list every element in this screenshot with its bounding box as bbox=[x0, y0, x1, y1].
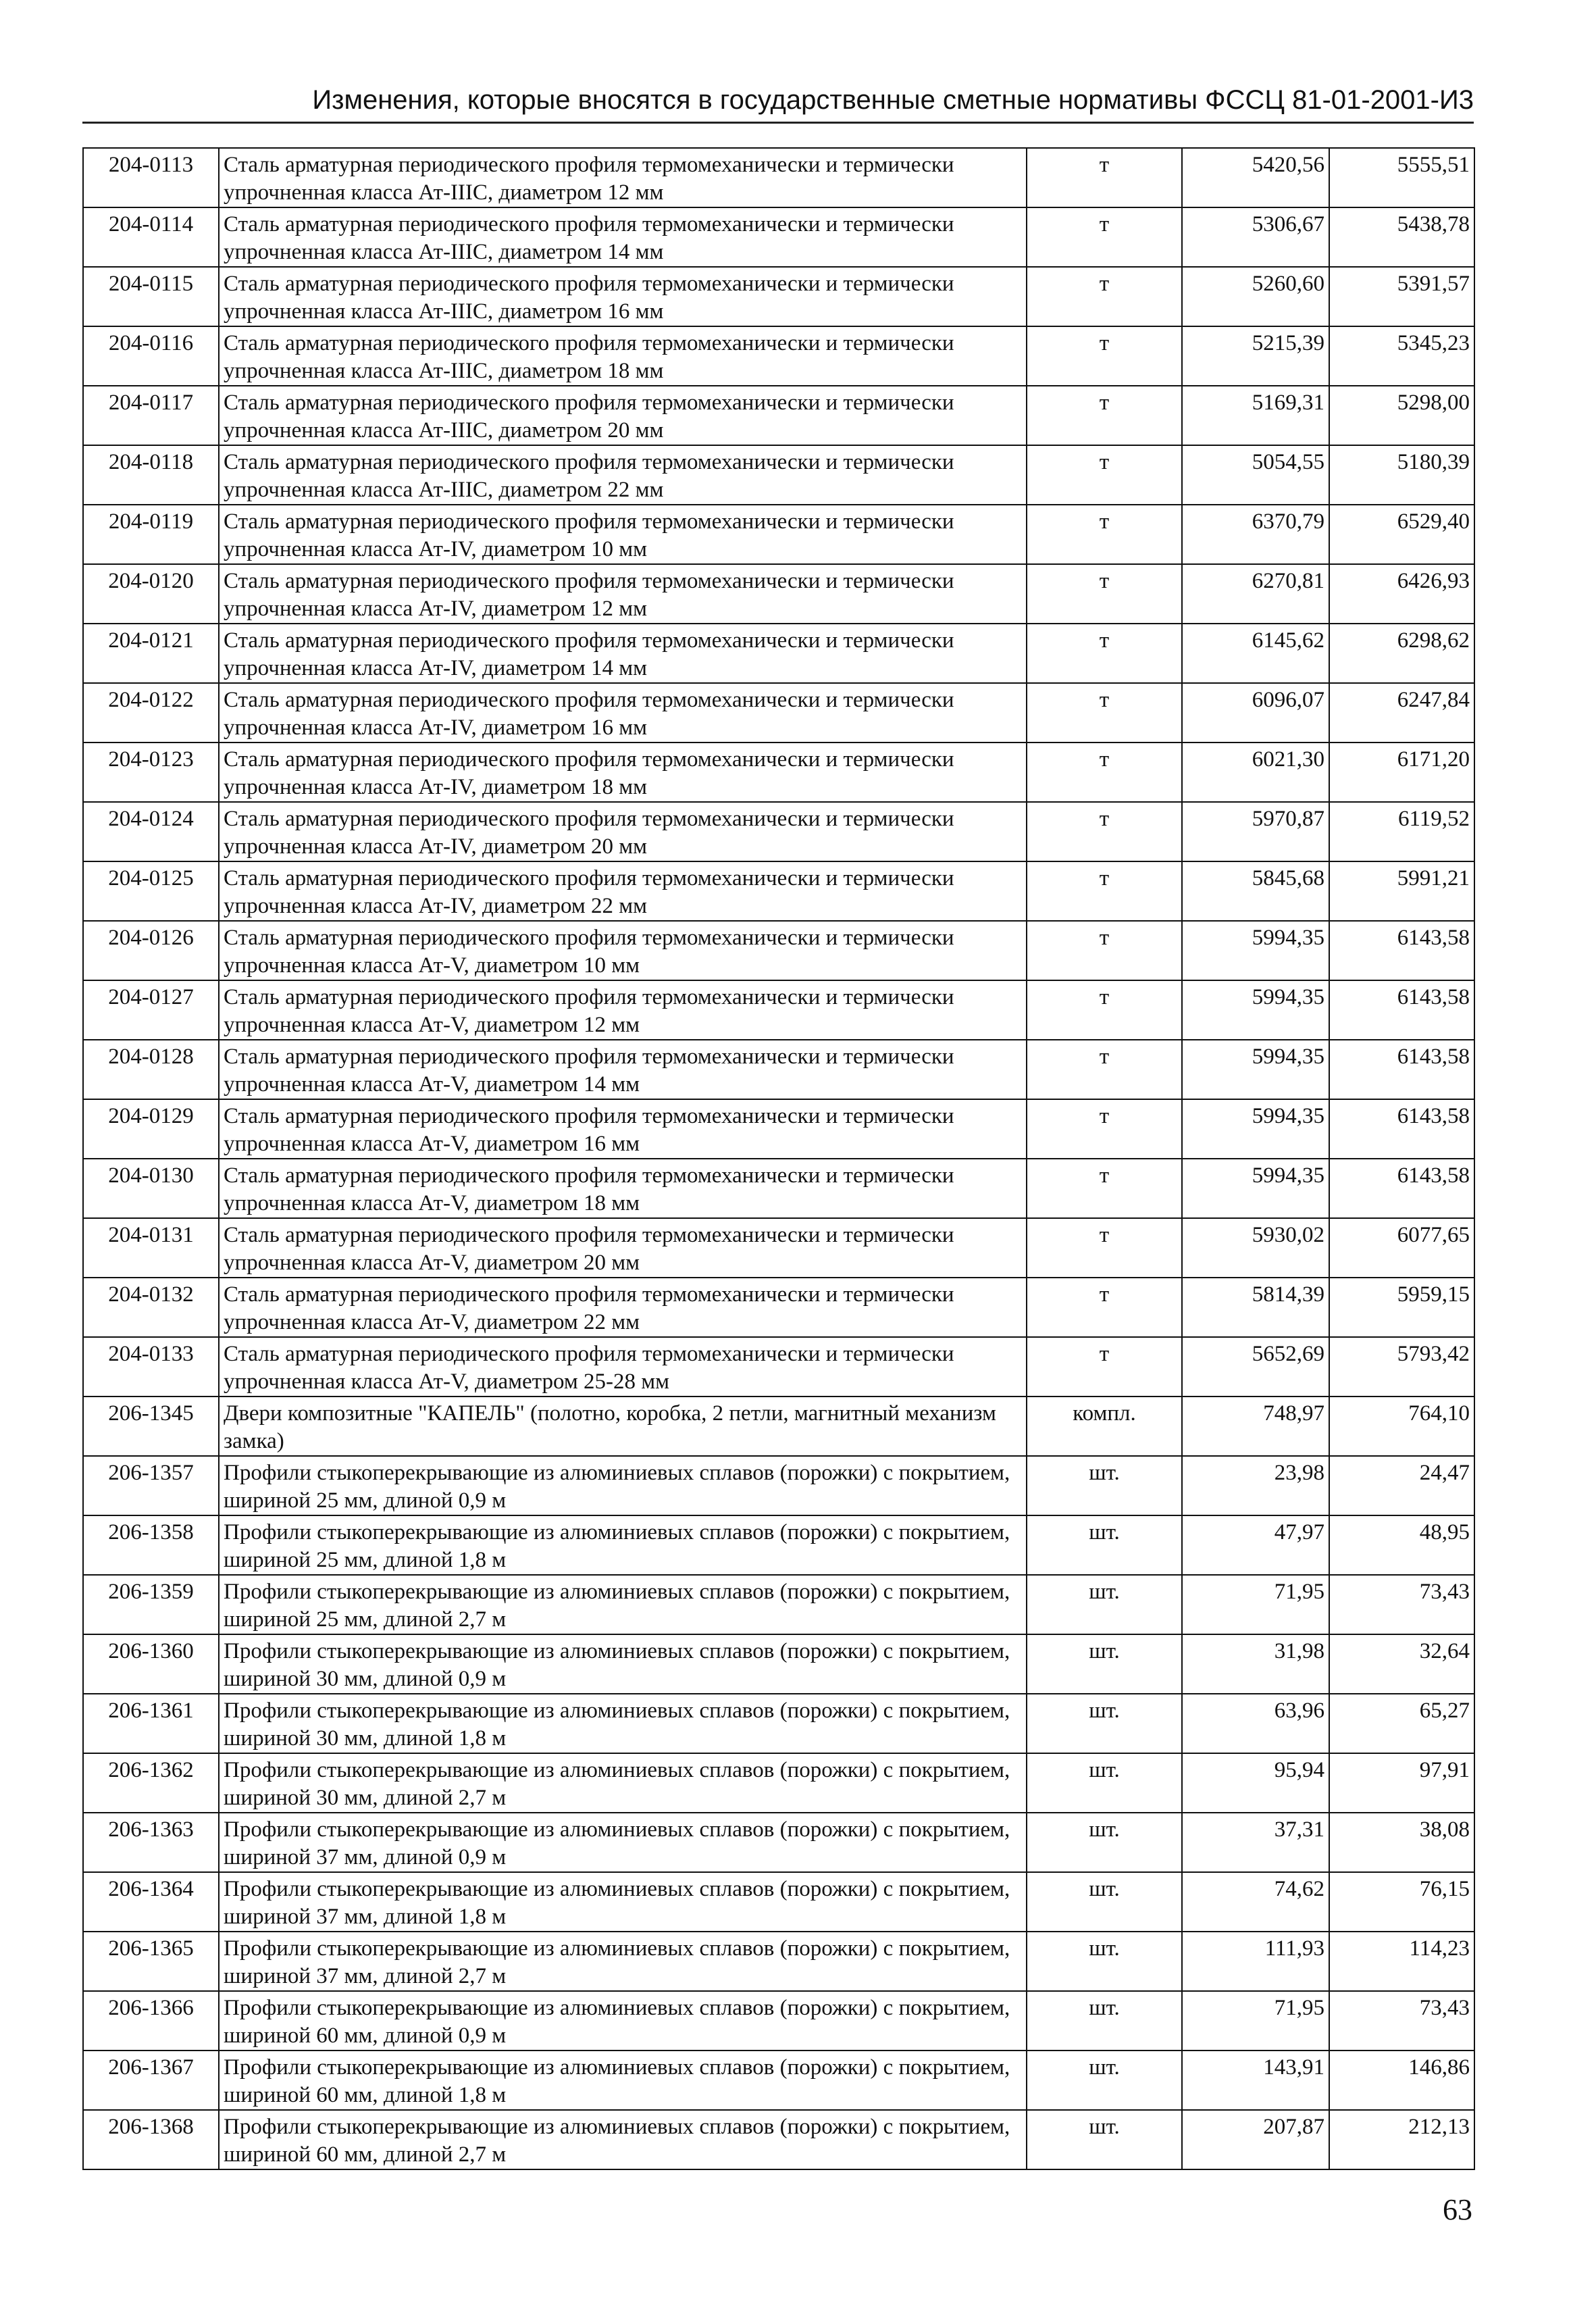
price-value-updated: 146,86 bbox=[1329, 2051, 1474, 2110]
price-table bbox=[82, 147, 1475, 2170]
table-row bbox=[83, 445, 1474, 505]
resource-code: 204-0117 bbox=[83, 386, 219, 445]
table-row bbox=[83, 743, 1474, 802]
price-value-updated: 6143,58 bbox=[1329, 1099, 1474, 1159]
resource-name: Сталь арматурная периодического профиля термомеханически и термически упрочненная класса Ат-V, диаметром 20 мм bbox=[219, 1218, 1027, 1278]
resource-code: 206-1364 bbox=[83, 1872, 219, 1932]
resource-code: 204-0126 bbox=[83, 921, 219, 980]
unit-of-measure: т bbox=[1027, 445, 1182, 505]
resource-name: Сталь арматурная периодического профиля термомеханически и термически упрочненная класса Ат-V, диаметром 16 мм bbox=[219, 1099, 1027, 1159]
price-value-updated: 212,13 bbox=[1329, 2110, 1474, 2169]
resource-name: Профили стыкоперекрывающие из алюминиевых сплавов (порожки) с покрытием, шириной 25 мм, длиной 0,9 м bbox=[219, 1456, 1027, 1515]
resource-code: 204-0124 bbox=[83, 802, 219, 861]
resource-name: Сталь арматурная периодического профиля термомеханически и термически упрочненная класса Ат-IV, диаметром 20 мм bbox=[219, 802, 1027, 861]
resource-code: 204-0121 bbox=[83, 624, 219, 683]
price-value: 5215,39 bbox=[1182, 326, 1329, 386]
table-row bbox=[83, 2110, 1474, 2169]
unit-of-measure: шт. bbox=[1027, 2051, 1182, 2110]
unit-of-measure: шт. bbox=[1027, 1634, 1182, 1694]
price-value: 6145,62 bbox=[1182, 624, 1329, 683]
price-value: 5930,02 bbox=[1182, 1218, 1329, 1278]
price-value-updated: 65,27 bbox=[1329, 1694, 1474, 1753]
unit-of-measure: т bbox=[1027, 148, 1182, 207]
unit-of-measure: т bbox=[1027, 743, 1182, 802]
price-value: 47,97 bbox=[1182, 1515, 1329, 1575]
unit-of-measure: шт. bbox=[1027, 1575, 1182, 1634]
price-value: 95,94 bbox=[1182, 1753, 1329, 1813]
price-value: 23,98 bbox=[1182, 1456, 1329, 1515]
price-value: 5845,68 bbox=[1182, 861, 1329, 921]
table-row bbox=[83, 921, 1474, 980]
resource-code: 206-1360 bbox=[83, 1634, 219, 1694]
resource-name: Сталь арматурная периодического профиля термомеханически и термически упрочненная класса Ат-IIIС, диаметром 22 мм bbox=[219, 445, 1027, 505]
resource-code: 204-0122 bbox=[83, 683, 219, 743]
price-value-updated: 5438,78 bbox=[1329, 207, 1474, 267]
resource-name: Сталь арматурная периодического профиля термомеханически и термически упрочненная класса Ат-V, диаметром 14 мм bbox=[219, 1040, 1027, 1099]
unit-of-measure: т bbox=[1027, 1099, 1182, 1159]
resource-code: 204-0123 bbox=[83, 743, 219, 802]
table-row bbox=[83, 683, 1474, 743]
resource-code: 204-0130 bbox=[83, 1159, 219, 1218]
unit-of-measure: т bbox=[1027, 386, 1182, 445]
price-value: 37,31 bbox=[1182, 1813, 1329, 1872]
unit-of-measure: шт. bbox=[1027, 1456, 1182, 1515]
table-row bbox=[83, 624, 1474, 683]
resource-code: 206-1366 bbox=[83, 1991, 219, 2051]
price-value-updated: 6171,20 bbox=[1329, 743, 1474, 802]
table-row bbox=[83, 980, 1474, 1040]
price-value: 143,91 bbox=[1182, 2051, 1329, 2110]
resource-name: Профили стыкоперекрывающие из алюминиевых сплавов (порожки) с покрытием, шириной 37 мм, длиной 2,7 м bbox=[219, 1932, 1027, 1991]
price-value: 5994,35 bbox=[1182, 1040, 1329, 1099]
page-header bbox=[82, 82, 1474, 124]
table-row bbox=[83, 1218, 1474, 1278]
resource-code: 204-0113 bbox=[83, 148, 219, 207]
price-value-updated: 6247,84 bbox=[1329, 683, 1474, 743]
resource-code: 204-0114 bbox=[83, 207, 219, 267]
price-value: 31,98 bbox=[1182, 1634, 1329, 1694]
price-value-updated: 24,47 bbox=[1329, 1456, 1474, 1515]
resource-code: 206-1359 bbox=[83, 1575, 219, 1634]
unit-of-measure: шт. bbox=[1027, 1991, 1182, 2051]
resource-name: Профили стыкоперекрывающие из алюминиевых сплавов (порожки) с покрытием, шириной 37 мм, длиной 1,8 м bbox=[219, 1872, 1027, 1932]
resource-code: 204-0119 bbox=[83, 505, 219, 564]
unit-of-measure: т bbox=[1027, 1159, 1182, 1218]
table-row bbox=[83, 802, 1474, 861]
resource-code: 204-0129 bbox=[83, 1099, 219, 1159]
table-row bbox=[83, 1694, 1474, 1753]
unit-of-measure: т bbox=[1027, 1218, 1182, 1278]
price-value: 6096,07 bbox=[1182, 683, 1329, 743]
price-value: 5260,60 bbox=[1182, 267, 1329, 326]
resource-name: Профили стыкоперекрывающие из алюминиевых сплавов (порожки) с покрытием, шириной 30 мм, длиной 1,8 м bbox=[219, 1694, 1027, 1753]
table-row bbox=[83, 148, 1474, 207]
table-body bbox=[83, 148, 1474, 2169]
resource-name: Сталь арматурная периодического профиля термомеханически и термически упрочненная класса Ат-IV, диаметром 14 мм bbox=[219, 624, 1027, 683]
unit-of-measure: т bbox=[1027, 1278, 1182, 1337]
price-value-updated: 76,15 bbox=[1329, 1872, 1474, 1932]
table-row bbox=[83, 1515, 1474, 1575]
resource-code: 204-0118 bbox=[83, 445, 219, 505]
price-value-updated: 5793,42 bbox=[1329, 1337, 1474, 1397]
unit-of-measure: компл. bbox=[1027, 1397, 1182, 1456]
price-value-updated: 6529,40 bbox=[1329, 505, 1474, 564]
resource-name: Профили стыкоперекрывающие из алюминиевых сплавов (порожки) с покрытием, шириной 25 мм, длиной 2,7 м bbox=[219, 1575, 1027, 1634]
price-value-updated: 6143,58 bbox=[1329, 1040, 1474, 1099]
price-value: 5970,87 bbox=[1182, 802, 1329, 861]
resource-name: Профили стыкоперекрывающие из алюминиевых сплавов (порожки) с покрытием, шириной 60 мм, длиной 0,9 м bbox=[219, 1991, 1027, 2051]
price-value: 5994,35 bbox=[1182, 1159, 1329, 1218]
table-row bbox=[83, 1456, 1474, 1515]
unit-of-measure: шт. bbox=[1027, 1932, 1182, 1991]
price-value: 5652,69 bbox=[1182, 1337, 1329, 1397]
table-row bbox=[83, 1813, 1474, 1872]
price-value-updated: 6077,65 bbox=[1329, 1218, 1474, 1278]
unit-of-measure: т bbox=[1027, 921, 1182, 980]
unit-of-measure: шт. bbox=[1027, 1515, 1182, 1575]
table-row bbox=[83, 207, 1474, 267]
resource-name: Профили стыкоперекрывающие из алюминиевых сплавов (порожки) с покрытием, шириной 30 мм, длиной 0,9 м bbox=[219, 1634, 1027, 1694]
resource-name: Профили стыкоперекрывающие из алюминиевых сплавов (порожки) с покрытием, шириной 60 мм, длиной 1,8 м bbox=[219, 2051, 1027, 2110]
price-value: 6270,81 bbox=[1182, 564, 1329, 624]
price-value-updated: 6119,52 bbox=[1329, 802, 1474, 861]
table-row bbox=[83, 1337, 1474, 1397]
resource-name: Сталь арматурная периодического профиля термомеханически и термически упрочненная класса Ат-IV, диаметром 22 мм bbox=[219, 861, 1027, 921]
price-value: 71,95 bbox=[1182, 1575, 1329, 1634]
resource-name: Сталь арматурная периодического профиля термомеханически и термически упрочненная класса Ат-IV, диаметром 16 мм bbox=[219, 683, 1027, 743]
resource-name: Сталь арматурная периодического профиля термомеханически и термически упрочненная класса Ат-V, диаметром 10 мм bbox=[219, 921, 1027, 980]
resource-name: Профили стыкоперекрывающие из алюминиевых сплавов (порожки) с покрытием, шириной 25 мм, длиной 1,8 м bbox=[219, 1515, 1027, 1575]
resource-code: 204-0116 bbox=[83, 326, 219, 386]
price-value: 63,96 bbox=[1182, 1694, 1329, 1753]
resource-name: Сталь арматурная периодического профиля термомеханически и термически упрочненная класса Ат-IIIС, диаметром 18 мм bbox=[219, 326, 1027, 386]
resource-code: 206-1361 bbox=[83, 1694, 219, 1753]
price-value: 6021,30 bbox=[1182, 743, 1329, 802]
resource-code: 206-1365 bbox=[83, 1932, 219, 1991]
price-value-updated: 6143,58 bbox=[1329, 1159, 1474, 1218]
price-value: 71,95 bbox=[1182, 1991, 1329, 2051]
table-row bbox=[83, 267, 1474, 326]
price-value: 5994,35 bbox=[1182, 921, 1329, 980]
unit-of-measure: т bbox=[1027, 505, 1182, 564]
table-row bbox=[83, 1397, 1474, 1456]
table-row bbox=[83, 1634, 1474, 1694]
price-value: 5814,39 bbox=[1182, 1278, 1329, 1337]
unit-of-measure: шт. bbox=[1027, 1753, 1182, 1813]
unit-of-measure: т bbox=[1027, 564, 1182, 624]
table-row bbox=[83, 1278, 1474, 1337]
resource-code: 204-0127 bbox=[83, 980, 219, 1040]
price-value-updated: 97,91 bbox=[1329, 1753, 1474, 1813]
resource-code: 206-1368 bbox=[83, 2110, 219, 2169]
table-row bbox=[83, 2051, 1474, 2110]
resource-code: 206-1367 bbox=[83, 2051, 219, 2110]
price-value-updated: 5298,00 bbox=[1329, 386, 1474, 445]
unit-of-measure: т bbox=[1027, 1337, 1182, 1397]
price-value-updated: 38,08 bbox=[1329, 1813, 1474, 1872]
resource-code: 204-0120 bbox=[83, 564, 219, 624]
resource-name: Сталь арматурная периодического профиля термомеханически и термически упрочненная класса Ат-IIIС, диаметром 14 мм bbox=[219, 207, 1027, 267]
price-value: 74,62 bbox=[1182, 1872, 1329, 1932]
price-value-updated: 73,43 bbox=[1329, 1575, 1474, 1634]
resource-name: Сталь арматурная периодического профиля термомеханически и термически упрочненная класса Ат-IV, диаметром 10 мм bbox=[219, 505, 1027, 564]
table-row bbox=[83, 1753, 1474, 1813]
unit-of-measure: т bbox=[1027, 980, 1182, 1040]
table-row bbox=[83, 861, 1474, 921]
price-value: 748,97 bbox=[1182, 1397, 1329, 1456]
table-row bbox=[83, 326, 1474, 386]
price-value: 207,87 bbox=[1182, 2110, 1329, 2169]
price-value-updated: 5391,57 bbox=[1329, 267, 1474, 326]
resource-name: Сталь арматурная периодического профиля термомеханически и термически упрочненная класса Ат-IV, диаметром 12 мм bbox=[219, 564, 1027, 624]
resource-name: Сталь арматурная периодического профиля термомеханически и термически упрочненная класса Ат-IIIС, диаметром 12 мм bbox=[219, 148, 1027, 207]
resource-code: 206-1357 bbox=[83, 1456, 219, 1515]
price-value-updated: 5345,23 bbox=[1329, 326, 1474, 386]
resource-name: Профили стыкоперекрывающие из алюминиевых сплавов (порожки) с покрытием, шириной 37 мм, длиной 0,9 м bbox=[219, 1813, 1027, 1872]
resource-code: 204-0133 bbox=[83, 1337, 219, 1397]
price-value-updated: 32,64 bbox=[1329, 1634, 1474, 1694]
resource-code: 204-0115 bbox=[83, 267, 219, 326]
resource-name: Сталь арматурная периодического профиля термомеханически и термически упрочненная класса Ат-V, диаметром 25-28 мм bbox=[219, 1337, 1027, 1397]
resource-code: 206-1362 bbox=[83, 1753, 219, 1813]
document-title: Изменения, которые вносятся в государственные сметные нормативы ФССЦ 81-01-2001-И3 bbox=[312, 85, 1474, 115]
price-value-updated: 6143,58 bbox=[1329, 980, 1474, 1040]
price-value-updated: 73,43 bbox=[1329, 1991, 1474, 2051]
price-value: 5994,35 bbox=[1182, 1099, 1329, 1159]
resource-code: 206-1345 bbox=[83, 1397, 219, 1456]
unit-of-measure: т bbox=[1027, 267, 1182, 326]
price-value: 5054,55 bbox=[1182, 445, 1329, 505]
price-value: 5420,56 bbox=[1182, 148, 1329, 207]
resource-name: Сталь арматурная периодического профиля термомеханически и термически упрочненная класса Ат-IV, диаметром 18 мм bbox=[219, 743, 1027, 802]
unit-of-measure: т bbox=[1027, 861, 1182, 921]
table-row bbox=[83, 1575, 1474, 1634]
unit-of-measure: шт. bbox=[1027, 1813, 1182, 1872]
price-value-updated: 6143,58 bbox=[1329, 921, 1474, 980]
table-row bbox=[83, 505, 1474, 564]
resource-code: 204-0131 bbox=[83, 1218, 219, 1278]
resource-name: Сталь арматурная периодического профиля термомеханически и термически упрочненная класса Ат-V, диаметром 22 мм bbox=[219, 1278, 1027, 1337]
resource-name: Сталь арматурная периодического профиля термомеханически и термически упрочненная класса Ат-IIIС, диаметром 16 мм bbox=[219, 267, 1027, 326]
resource-name: Профили стыкоперекрывающие из алюминиевых сплавов (порожки) с покрытием, шириной 30 мм, длиной 2,7 м bbox=[219, 1753, 1027, 1813]
price-value-updated: 6426,93 bbox=[1329, 564, 1474, 624]
unit-of-measure: т bbox=[1027, 683, 1182, 743]
price-value-updated: 764,10 bbox=[1329, 1397, 1474, 1456]
resource-name: Сталь арматурная периодического профиля термомеханически и термически упрочненная класса Ат-V, диаметром 18 мм bbox=[219, 1159, 1027, 1218]
price-value-updated: 5180,39 bbox=[1329, 445, 1474, 505]
resource-code: 206-1358 bbox=[83, 1515, 219, 1575]
unit-of-measure: т bbox=[1027, 1040, 1182, 1099]
price-value-updated: 5555,51 bbox=[1329, 148, 1474, 207]
price-value-updated: 5959,15 bbox=[1329, 1278, 1474, 1337]
resource-code: 204-0128 bbox=[83, 1040, 219, 1099]
resource-name: Профили стыкоперекрывающие из алюминиевых сплавов (порожки) с покрытием, шириной 60 мм, длиной 2,7 м bbox=[219, 2110, 1027, 2169]
price-value-updated: 114,23 bbox=[1329, 1932, 1474, 1991]
unit-of-measure: т bbox=[1027, 326, 1182, 386]
resource-name: Двери композитные "КАПЕЛЬ" (полотно, коробка, 2 петли, магнитный механизм замка) bbox=[219, 1397, 1027, 1456]
unit-of-measure: шт. bbox=[1027, 1872, 1182, 1932]
table-row bbox=[83, 1991, 1474, 2051]
resource-code: 204-0132 bbox=[83, 1278, 219, 1337]
table-row bbox=[83, 1872, 1474, 1932]
resource-code: 206-1363 bbox=[83, 1813, 219, 1872]
price-value: 5169,31 bbox=[1182, 386, 1329, 445]
price-value-updated: 48,95 bbox=[1329, 1515, 1474, 1575]
resource-code: 204-0125 bbox=[83, 861, 219, 921]
unit-of-measure: шт. bbox=[1027, 1694, 1182, 1753]
table-row bbox=[83, 1099, 1474, 1159]
price-value: 5306,67 bbox=[1182, 207, 1329, 267]
resource-name: Сталь арматурная периодического профиля термомеханически и термически упрочненная класса Ат-IIIС, диаметром 20 мм bbox=[219, 386, 1027, 445]
price-value: 5994,35 bbox=[1182, 980, 1329, 1040]
unit-of-measure: т bbox=[1027, 624, 1182, 683]
price-value-updated: 6298,62 bbox=[1329, 624, 1474, 683]
price-value: 111,93 bbox=[1182, 1932, 1329, 1991]
unit-of-measure: т bbox=[1027, 207, 1182, 267]
unit-of-measure: шт. bbox=[1027, 2110, 1182, 2169]
table-row bbox=[83, 386, 1474, 445]
resource-name: Сталь арматурная периодического профиля термомеханически и термически упрочненная класса Ат-V, диаметром 12 мм bbox=[219, 980, 1027, 1040]
table-row bbox=[83, 1932, 1474, 1991]
table-row bbox=[83, 1040, 1474, 1099]
price-value: 6370,79 bbox=[1182, 505, 1329, 564]
table-row bbox=[83, 1159, 1474, 1218]
page-number: 63 bbox=[1443, 2193, 1472, 2226]
price-value-updated: 5991,21 bbox=[1329, 861, 1474, 921]
table-row bbox=[83, 564, 1474, 624]
unit-of-measure: т bbox=[1027, 802, 1182, 861]
